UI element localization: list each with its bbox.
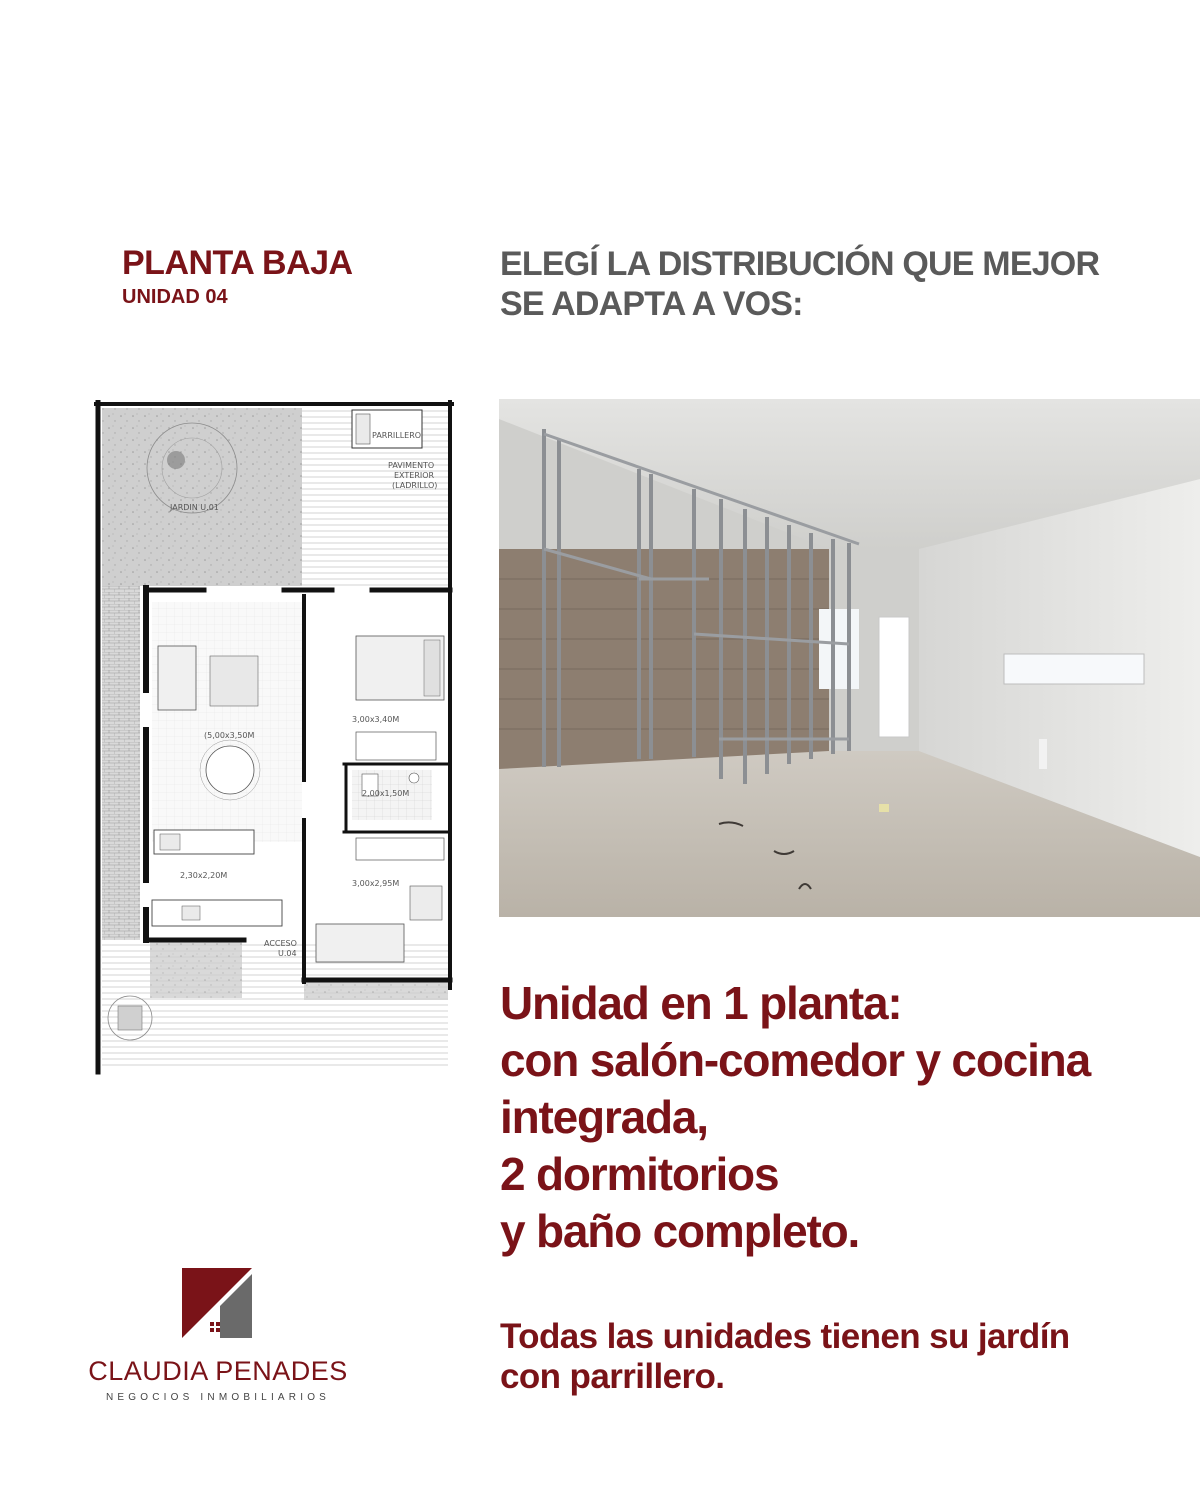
headline-line-1: ELEGÍ LA DISTRIBUCIÓN QUE MEJOR (500, 245, 1100, 283)
note-line-2: con parrillero. (500, 1357, 725, 1396)
label-salon: (5,00x3,50M (204, 731, 255, 740)
description-line-2: con salón-comedor y cocina (500, 1034, 1090, 1086)
description-line-3: integrada, (500, 1091, 708, 1143)
garden-area (102, 408, 302, 586)
planta-title: PLANTA BAJA (122, 244, 353, 282)
label-bano: 2,00x1,50M (362, 789, 410, 798)
unit-description (500, 975, 1180, 1260)
label-dorm1: 3,00x3,40M (352, 715, 400, 724)
description-line-1: Unidad en 1 planta: (500, 977, 902, 1029)
description-line-5: y baño completo. (500, 1205, 860, 1257)
label-parrillero: PARRILLERO (372, 431, 422, 440)
label-jardin: JARDIN U.01 (170, 503, 219, 512)
label-pavimento-3: (LADRILLO) (392, 481, 438, 490)
headline-line-2: SE ADAPTA A VOS: (500, 285, 803, 323)
label-cocina: 2,30x2,20M (180, 871, 228, 880)
floor-plan (94, 400, 454, 1075)
headline (500, 244, 1140, 324)
label-acceso-1: ACCESO (264, 939, 297, 948)
brand-logo-icon (180, 1266, 254, 1340)
description-line-4: 2 dormitorios (500, 1148, 779, 1200)
label-pavimento-1: PAVIMENTO (388, 461, 435, 470)
unit-subtitle: UNIDAD 04 (122, 286, 228, 308)
construction-photo (499, 399, 1200, 917)
brand-tagline: NEGOCIOS INMOBILIARIOS (105, 1392, 331, 1403)
brand-name: CLAUDIA PENADES (88, 1356, 348, 1386)
label-pavimento-2: EXTERIOR (394, 471, 435, 480)
note-line-1: Todas las unidades tienen su jardín (500, 1317, 1070, 1356)
label-acceso-2: U.04 (278, 949, 297, 958)
label-dorm2: 3,00x2,95M (352, 879, 400, 888)
garden-note (500, 1317, 1160, 1397)
